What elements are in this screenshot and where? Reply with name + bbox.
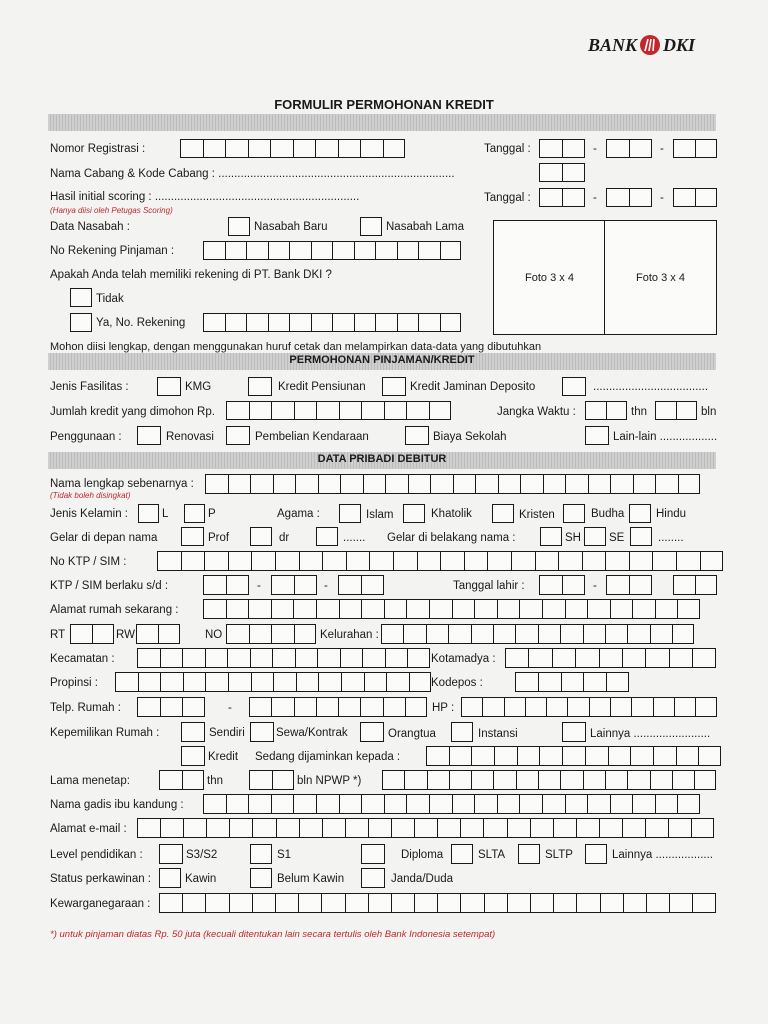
kredit-jaminan-checkbox[interactable] [382, 377, 406, 396]
nama-lengkap-input[interactable] [205, 474, 700, 494]
gelar-depan-lain-dots: ....... [343, 532, 366, 544]
sewa-label: Sewa/Kontrak [276, 727, 348, 739]
email-label: Alamat e-mail : [50, 823, 127, 835]
no-label: NO [205, 629, 223, 641]
section-pribadi-title: DATA PRIBADI DEBITUR [317, 453, 447, 465]
nasabah-lama-label: Nasabah Lama [386, 221, 464, 233]
agama-label: Agama : [277, 508, 320, 520]
kredit-label: Kredit [208, 751, 239, 763]
kmg-label: KMG [185, 381, 212, 393]
thn-label: thn [631, 406, 647, 418]
pendidikan-lain-checkbox[interactable] [585, 844, 607, 864]
fasilitas-lain-dots: .................................... [593, 381, 709, 393]
diploma-label: Diploma [401, 849, 444, 861]
footnote: *) untuk pinjaman diatas Rp. 50 juta (kecuali ditentukan lain secara tertulis oleh Bank Indonesia setempat) [50, 929, 496, 940]
sh-label: SH [565, 532, 581, 544]
gelar-belakang-label: Gelar di belakang nama : [387, 532, 516, 544]
instansi-checkbox[interactable] [451, 722, 473, 742]
kodepos-label: Kodepos : [431, 677, 483, 689]
perempuan-checkbox[interactable] [184, 504, 205, 523]
nasabah-baru-label: Nasabah Baru [254, 221, 328, 233]
kawin-checkbox[interactable] [159, 868, 181, 888]
ya-checkbox[interactable] [70, 313, 92, 332]
perempuan-label: P [208, 508, 216, 520]
bln-label: bln [701, 406, 717, 418]
nomor-registrasi-input[interactable] [180, 139, 405, 158]
jangka-bln-input[interactable] [655, 401, 697, 420]
kawin-label: Kawin [185, 873, 217, 885]
tanggal-label-1: Tanggal : [484, 143, 531, 155]
date-dash: - [324, 580, 328, 592]
diploma-checkbox[interactable] [361, 844, 385, 864]
tanggal-day-2[interactable] [539, 188, 585, 207]
kotamadya-input[interactable] [505, 648, 716, 668]
alamat-input[interactable] [203, 599, 700, 619]
dr-checkbox[interactable] [250, 527, 272, 546]
dr-label: dr [279, 532, 290, 544]
telp-area-input[interactable] [137, 697, 205, 717]
telp-dash: - [228, 702, 232, 714]
belum-kawin-label: Belum Kawin [277, 873, 345, 885]
jenis-fasilitas-label: Jenis Fasilitas : [50, 381, 129, 393]
gelar-depan-lain-checkbox[interactable] [316, 527, 338, 546]
katolik-checkbox[interactable] [403, 504, 425, 523]
pendidikan-lain-label: Lainnya .................. [612, 849, 713, 861]
slta-label: SLTA [478, 849, 506, 861]
ktp-label: No KTP / SIM : [50, 556, 127, 568]
photo-label-1: Foto 3 x 4 [525, 271, 574, 284]
kotamadya-label: Kotamadya : [431, 653, 496, 665]
sekolah-label: Biaya Sekolah [433, 431, 507, 443]
sewa-checkbox[interactable] [250, 722, 274, 742]
email-input[interactable] [137, 818, 714, 838]
penggunaan-lain-checkbox[interactable] [585, 426, 609, 445]
tanggal-day-1[interactable] [539, 139, 585, 158]
tanggal-month-1[interactable] [606, 139, 652, 158]
instansi-label: Instansi [478, 728, 518, 740]
janda-duda-label: Janda/Duda [391, 873, 454, 885]
kelurahan-input[interactable] [381, 624, 694, 644]
s3-label: S3/S2 [186, 849, 218, 861]
telp-number-input[interactable] [249, 697, 427, 717]
renovasi-checkbox[interactable] [137, 426, 161, 445]
kodepos-input[interactable] [515, 672, 629, 692]
date-dash: - [593, 192, 597, 204]
date-dash: - [660, 143, 664, 155]
ktp-input[interactable] [157, 551, 723, 571]
header-bar [48, 114, 716, 131]
kewarganegaraan-label: Kewarganegaraan : [50, 898, 151, 910]
kredit-pensiunan-checkbox[interactable] [248, 377, 272, 396]
rw-label: RW [116, 629, 135, 641]
ibu-kandung-label: Nama gadis ibu kandung : [50, 799, 184, 811]
form-title: FORMULIR PERMOHONAN KREDIT [274, 97, 494, 112]
kmg-checkbox[interactable] [157, 377, 181, 396]
ktp-berlaku-month[interactable] [271, 575, 317, 595]
hindu-checkbox[interactable] [629, 504, 651, 523]
propinsi-label: Propinsi : [50, 677, 98, 689]
no-rumah-input[interactable] [226, 624, 316, 644]
prof-checkbox[interactable] [181, 527, 204, 546]
fasilitas-lain-checkbox[interactable] [562, 377, 586, 396]
lama-thn-input[interactable] [159, 770, 204, 790]
propinsi-input[interactable] [115, 672, 431, 692]
sltp-label: SLTP [545, 849, 573, 861]
kristen-label: Kristen [519, 509, 555, 521]
date-dash: - [257, 580, 261, 592]
katolik-label: Khatolik [431, 508, 472, 520]
sendiri-label: Sendiri [209, 727, 245, 739]
lama-bln-input[interactable] [249, 770, 294, 790]
nomor-registrasi-label: Nomor Registrasi : [50, 143, 146, 155]
kecamatan-label: Kecamatan : [50, 653, 115, 665]
telp-label: Telp. Rumah : [50, 702, 121, 714]
photo-label-2: Foto 3 x 4 [636, 271, 685, 284]
petugas-note: (Hanya diisi oleh Petugas Scoring) [50, 206, 173, 215]
kristen-checkbox[interactable] [492, 504, 514, 523]
section-pinjaman-bar [48, 353, 716, 370]
penggunaan-label: Penggunaan : [50, 431, 122, 443]
data-nasabah-label: Data Nasabah : [50, 221, 130, 233]
jangka-waktu-label: Jangka Waktu : [497, 406, 576, 418]
se-checkbox[interactable] [584, 527, 606, 546]
logo-text-right: DKI [663, 34, 696, 55]
tidak-checkbox[interactable] [70, 288, 92, 307]
renovasi-label: Renovasi [166, 431, 214, 443]
bank-dki-emblem-icon [639, 34, 661, 56]
tidak-label: Tidak [96, 293, 124, 305]
jumlah-kredit-label: Jumlah kredit yang dimohon Rp. [50, 406, 215, 418]
nama-lengkap-label: Nama lengkap sebenarnya : [50, 478, 194, 490]
nasabah-lama-checkbox[interactable] [360, 217, 382, 236]
ibu-kandung-input[interactable] [203, 794, 700, 814]
ktp-berlaku-label: KTP / SIM berlaku s/d : [50, 580, 169, 592]
penggunaan-lain-label: Lain-lain .................. [613, 431, 718, 443]
sekolah-checkbox[interactable] [405, 426, 429, 445]
lama-thn-label: thn [207, 775, 223, 787]
nama-cabang-label: Nama Cabang & Kode Cabang : .......................................................................... [50, 168, 455, 180]
prof-label: Prof [208, 532, 230, 544]
sltp-checkbox[interactable] [518, 844, 540, 864]
hp-input[interactable] [461, 697, 717, 717]
sendiri-checkbox[interactable] [181, 722, 205, 742]
kredit-jaminan-label: Kredit Jaminan Deposito [410, 381, 536, 393]
tanggal-year-2[interactable] [673, 188, 717, 207]
rw-input[interactable] [136, 624, 180, 644]
rt-label: RT [50, 629, 66, 641]
nama-note: (Tidak boleh disingkat) [50, 491, 131, 500]
gelar-belakang-lain-checkbox[interactable] [630, 527, 652, 546]
gelar-belakang-lain-dots: ........ [658, 532, 684, 544]
logo-text-left: BANK [588, 34, 638, 55]
dijaminkan-input[interactable] [426, 746, 721, 766]
no-rekening-input[interactable] [203, 241, 461, 260]
tanggal-label-2: Tanggal : [484, 192, 531, 204]
jenis-kelamin-label: Jenis Kelamin : [50, 508, 128, 520]
hindu-label: Hindu [656, 508, 687, 520]
instruction-text: Mohon diisi lengkap, dengan menggunakan huruf cetak dan melampirkan data-data yang dibutuhkan [50, 341, 542, 353]
kewarganegaraan-input[interactable] [159, 893, 716, 913]
tanggal-year-1[interactable] [673, 139, 717, 158]
status-perkawinan-label: Status perkawinan : [50, 873, 152, 885]
sh-checkbox[interactable] [540, 527, 562, 546]
no-rekening-label: No Rekening Pinjaman : [50, 245, 175, 257]
tanggal-lahir-day[interactable] [539, 575, 585, 595]
laki-label: L [162, 508, 169, 520]
photo-box-1[interactable] [493, 220, 606, 335]
tanggal-lahir-year[interactable] [673, 575, 717, 595]
se-label: SE [609, 532, 625, 544]
belum-kawin-checkbox[interactable] [250, 868, 272, 888]
ktp-berlaku-year[interactable] [338, 575, 384, 595]
date-dash: - [593, 580, 597, 592]
budha-checkbox[interactable] [563, 504, 585, 523]
kelurahan-label: Kelurahan : [320, 629, 379, 641]
bank-logo [588, 34, 695, 56]
s1-checkbox[interactable] [250, 844, 272, 864]
tanggal-lahir-label: Tanggal lahir : [453, 580, 525, 592]
pendidikan-label: Level pendidikan : [50, 849, 143, 861]
laki-checkbox[interactable] [138, 504, 159, 523]
kendaraan-checkbox[interactable] [226, 426, 250, 445]
npwp-input[interactable] [382, 770, 716, 790]
gelar-depan-label: Gelar di depan nama [50, 532, 158, 544]
kredit-checkbox[interactable] [181, 746, 205, 766]
tanggal-lahir-month[interactable] [606, 575, 652, 595]
orangtua-checkbox[interactable] [360, 722, 384, 742]
budha-label: Budha [591, 508, 625, 520]
kepemilikan-label: Kepemilikan Rumah : [50, 727, 160, 739]
alamat-label: Alamat rumah sekarang : [50, 604, 179, 616]
date-dash: - [660, 192, 664, 204]
lama-menetap-label: Lama menetap: [50, 775, 130, 787]
janda-duda-checkbox[interactable] [361, 868, 385, 888]
date-dash: - [593, 143, 597, 155]
kode-cabang-input[interactable] [539, 163, 585, 182]
orangtua-label: Orangtua [388, 728, 436, 740]
jumlah-kredit-input[interactable] [226, 401, 451, 420]
s1-label: S1 [277, 849, 292, 861]
kepemilikan-lain-checkbox[interactable] [562, 722, 586, 742]
nasabah-baru-checkbox[interactable] [228, 217, 250, 236]
hp-label: HP : [432, 702, 455, 714]
ya-label: Ya, No. Rekening [96, 317, 186, 329]
islam-label: Islam [366, 509, 394, 521]
photo-box-2[interactable] [604, 220, 717, 335]
bln-npwp-label: bln NPWP *) [297, 775, 362, 787]
section-pinjaman-title: PERMOHONAN PINJAMAN/KREDIT [289, 354, 475, 366]
jangka-thn-input[interactable] [585, 401, 627, 420]
rt-input[interactable] [70, 624, 114, 644]
slta-checkbox[interactable] [451, 844, 473, 864]
tanggal-month-2[interactable] [606, 188, 652, 207]
kredit-pensiunan-label: Kredit Pensiunan [278, 381, 366, 393]
islam-checkbox[interactable] [339, 504, 361, 523]
ya-rekening-input[interactable] [203, 313, 461, 332]
kepemilikan-lain-label: Lainnya ........................ [590, 728, 711, 740]
kendaraan-label: Pembelian Kendaraan [255, 431, 369, 443]
rekening-question: Apakah Anda telah memiliki rekening di PT. Bank DKI ? [50, 269, 332, 281]
kecamatan-input[interactable] [137, 648, 430, 668]
dijaminkan-label: Sedang dijaminkan kepada : [255, 751, 401, 763]
s3-checkbox[interactable] [159, 844, 183, 864]
ktp-berlaku-day[interactable] [203, 575, 249, 595]
section-pribadi-bar [48, 452, 716, 469]
hasil-scoring-label: Hasil initial scoring : ................................................................ [50, 191, 360, 203]
